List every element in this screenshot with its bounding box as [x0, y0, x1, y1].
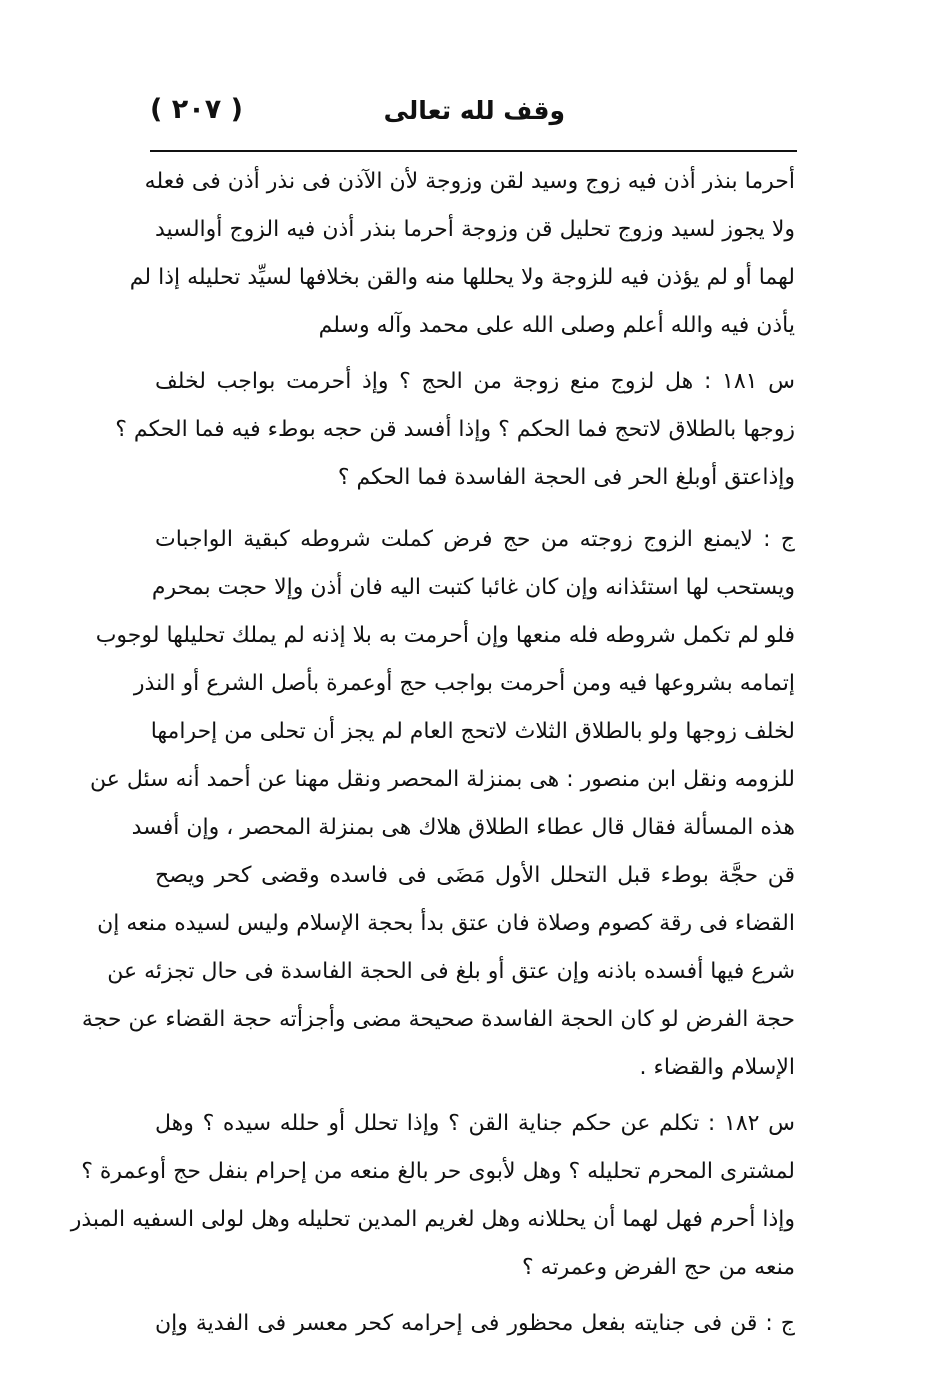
page-body: [70, 158, 795, 1348]
text-line: قن حجَّة بوطء قبل التحلل الأول مَضَى فى فاسده وقضى كحر ويصح: [155, 863, 795, 888]
text-line: ولا يجوز لسيد وزوج تحليل قن وزوجة أحرما بنذر أذن فيه الزوج أوالسيد: [155, 217, 795, 242]
text-line: حجة الفرض لو كان الحجة الفاسدة صحيحة مضى وأجزأته حجة القضاء عن حجة: [81, 1007, 795, 1032]
text-line: لخلف زوجها ولو بالطلاق الثلاث لاتحج العام لم يجز أن تحلى من إحرامها: [150, 719, 795, 744]
text-line: ويستحب لها استئذانه وإن كان غائبا كتبت اليه فان أذن وإلا حجت بمحرم: [151, 575, 795, 600]
paragraph-continuation: [129, 158, 795, 350]
text-line: للزومه ونقل ابن منصور : هى بمنزلة المحصر ونقل مهنا عن أحمد أنه سئل عن: [90, 767, 795, 792]
header-rule: [150, 150, 797, 152]
text-line: القضاء فى رقة كصوم وصلاة فان عتق بدأ بحجة الإسلام وليس لسيده منعه إن: [97, 911, 795, 936]
text-line: أحرما بنذر أذن فيه زوج وسيد لقن وزوجة لأن الآذن فى نذر أذن فى فعله: [144, 169, 795, 194]
page-number: ( ۲۰۷ ): [150, 94, 243, 125]
text-line: وإذا أحرم فهل لهما أن يحللانه وهل لغريم المدين تحليله وهل لولى السفيه المبذر: [70, 1207, 795, 1232]
text-line: منعه من حج الفرض وعمرته ؟: [521, 1255, 795, 1280]
text-line: ج : لايمنع الزوج زوجته من حج فرض كملت شروطه كبقية الواجبات: [155, 527, 795, 552]
page-header: [150, 92, 795, 142]
text-line: س ۱۸۱ : هل لزوج منع زوجة من الحج ؟ وإذ أحرمت بواجب لخلف: [155, 369, 795, 394]
answer-181: [81, 516, 795, 1092]
text-line: هذه المسألة فقال قال عطاء الطلاق هلاك هى بمنزلة المحصر ، وإن أفسد: [131, 815, 795, 840]
text-line: فلو لم تكمل شروطه فله منعها وإن أحرمت به بلا إذنه لم يملك تحليلها لوجوب: [95, 623, 795, 648]
question-181: [115, 358, 795, 502]
text-line: س ۱۸۲ : تكلم عن حكم جناية القن ؟ وإذا تحلل أو حلله سيده ؟ وهل: [155, 1111, 795, 1136]
answer-182: [155, 1300, 795, 1348]
text-line: لهما أو لم يؤذن فيه للزوجة ولا يحللها منه والقن بخلافها لسيِّد تحليله إذا لم: [129, 265, 795, 290]
text-line: إتمامه بشروعها فيه ومن أحرمت بواجب حج أوعمرة بأصل الشرع أو النذر: [133, 671, 795, 696]
text-line: وإذاعتق أوبلغ الحر فى الحجة الفاسدة فما الحكم ؟: [337, 465, 795, 490]
text-line: ج : قن فى جنايته بفعل محظور فى إحرامه كحر معسر فى الفدية وإن: [155, 1311, 795, 1336]
running-title: وقف لله تعالى: [383, 96, 565, 125]
question-182: [70, 1100, 795, 1292]
text-line: لمشترى المحرم تحليله ؟ وهل لأبوى حر بالغ منعه من إحرام بنفل حج أوعمرة ؟: [81, 1159, 795, 1184]
text-line: يأذن فيه والله أعلم وصلى الله على محمد وآله وسلم: [318, 313, 795, 338]
text-line: الإسلام والقضاء .: [639, 1055, 795, 1080]
text-line: زوجها بالطلاق لاتحج فما الحكم ؟ وإذا أفسد قن حجه بوطء فيه فما الحكم ؟: [115, 417, 795, 442]
text-line: شرع فيها أفسده باذنه وإن عتق أو بلغ فى الحجة الفاسدة فى حال تجزئه عن: [107, 959, 795, 984]
